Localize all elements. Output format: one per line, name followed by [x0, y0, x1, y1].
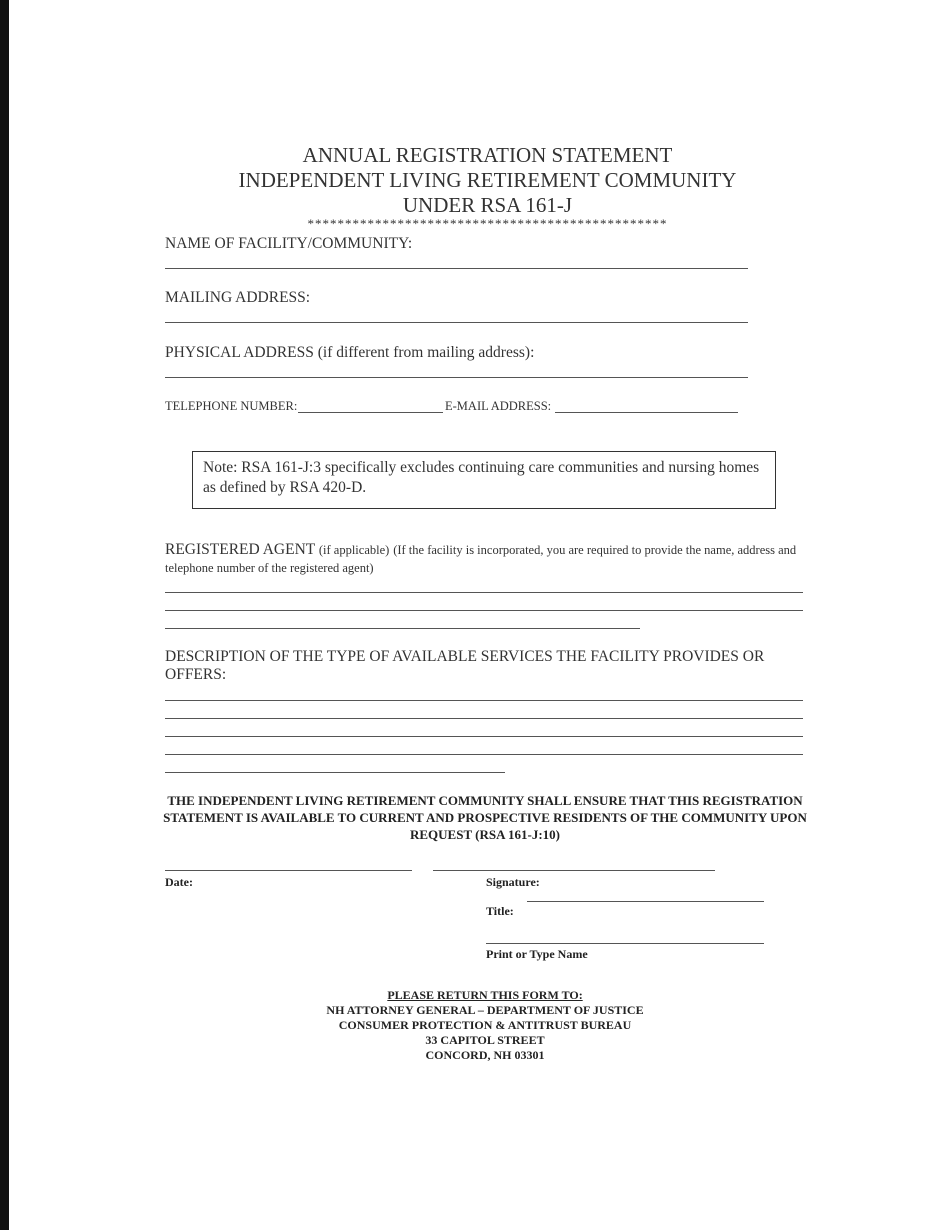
return-line-2: CONSUMER PROTECTION & ANTITRUST BUREAU	[338, 1018, 632, 1032]
telephone-field[interactable]	[298, 412, 443, 413]
services-field-line-1[interactable]	[165, 700, 803, 701]
print-name-field[interactable]	[486, 943, 764, 944]
form-title-line-1: ANNUAL REGISTRATION STATEMENT	[302, 143, 673, 167]
signature-field[interactable]	[433, 870, 715, 871]
return-line-4: CONCORD, NH 03301	[425, 1048, 545, 1062]
date-label: Date:	[165, 875, 193, 889]
form-title-line-3: UNDER RSA 161-J	[402, 193, 573, 217]
registered-agent-title: REGISTERED AGENT	[165, 541, 315, 558]
agent-applicable-note: (if applicable)	[318, 543, 390, 557]
facility-name-field[interactable]	[165, 268, 748, 269]
facility-name-label: NAME OF FACILITY/COMMUNITY:	[165, 235, 413, 252]
email-label: E-MAIL ADDRESS:	[445, 399, 552, 413]
return-address	[260, 988, 710, 1063]
mailing-address-field[interactable]	[165, 322, 748, 323]
services-label: DESCRIPTION OF THE TYPE OF AVAILABLE SERVICES THE FACILITY PROVIDES OR OFFERS:	[165, 648, 765, 683]
physical-address-field[interactable]	[165, 377, 748, 378]
note-text: Note: RSA 161-J:3 specifically excludes continuing care communities and nursing homes as defined by RSA 420-D.	[203, 459, 760, 496]
return-line-1: NH ATTORNEY GENERAL – DEPARTMENT OF JUSTICE	[326, 1003, 644, 1017]
return-line-3: 33 CAPITOL STREET	[425, 1033, 545, 1047]
title-label: Title:	[486, 904, 514, 918]
availability-notice: THE INDEPENDENT LIVING RETIREMENT COMMUNITY SHALL ENSURE THAT THIS REGISTRATION STATEMENT IS AVAILABLE TO CURRENT AND PROSPECTIVE RESIDENTS OF THE COMMUNITY UPON REQUEST (RSA 161-J:10)	[163, 793, 807, 842]
date-field[interactable]	[165, 870, 412, 871]
physical-address-label: PHYSICAL ADDRESS (if different from mailing address):	[165, 344, 535, 361]
print-name-label: Print or Type Name	[486, 947, 588, 961]
note-box	[192, 451, 776, 509]
mailing-address-label: MAILING ADDRESS:	[165, 289, 311, 306]
services-field-line-4[interactable]	[165, 754, 803, 755]
agent-field-line-2[interactable]	[165, 610, 803, 611]
return-heading: PLEASE RETURN THIS FORM TO:	[387, 988, 583, 1002]
form-title-line-2: INDEPENDENT LIVING RETIREMENT COMMUNITY	[238, 168, 737, 192]
services-field-line-2[interactable]	[165, 718, 803, 719]
services-field-line-3[interactable]	[165, 736, 803, 737]
agent-instructions: (If the facility is incorporated, you are required to provide the name, address and telephone number of the registered agent)	[165, 543, 797, 575]
agent-field-line-3[interactable]	[165, 628, 640, 629]
title-field[interactable]	[527, 901, 764, 902]
email-field[interactable]	[555, 412, 738, 413]
agent-field-line-1[interactable]	[165, 592, 803, 593]
title-separator: ************************************************	[307, 216, 668, 231]
registered-agent-label	[165, 541, 805, 577]
services-field-line-5[interactable]	[165, 772, 505, 773]
telephone-label: TELEPHONE NUMBER:	[165, 399, 298, 413]
signature-label: Signature:	[486, 875, 540, 889]
